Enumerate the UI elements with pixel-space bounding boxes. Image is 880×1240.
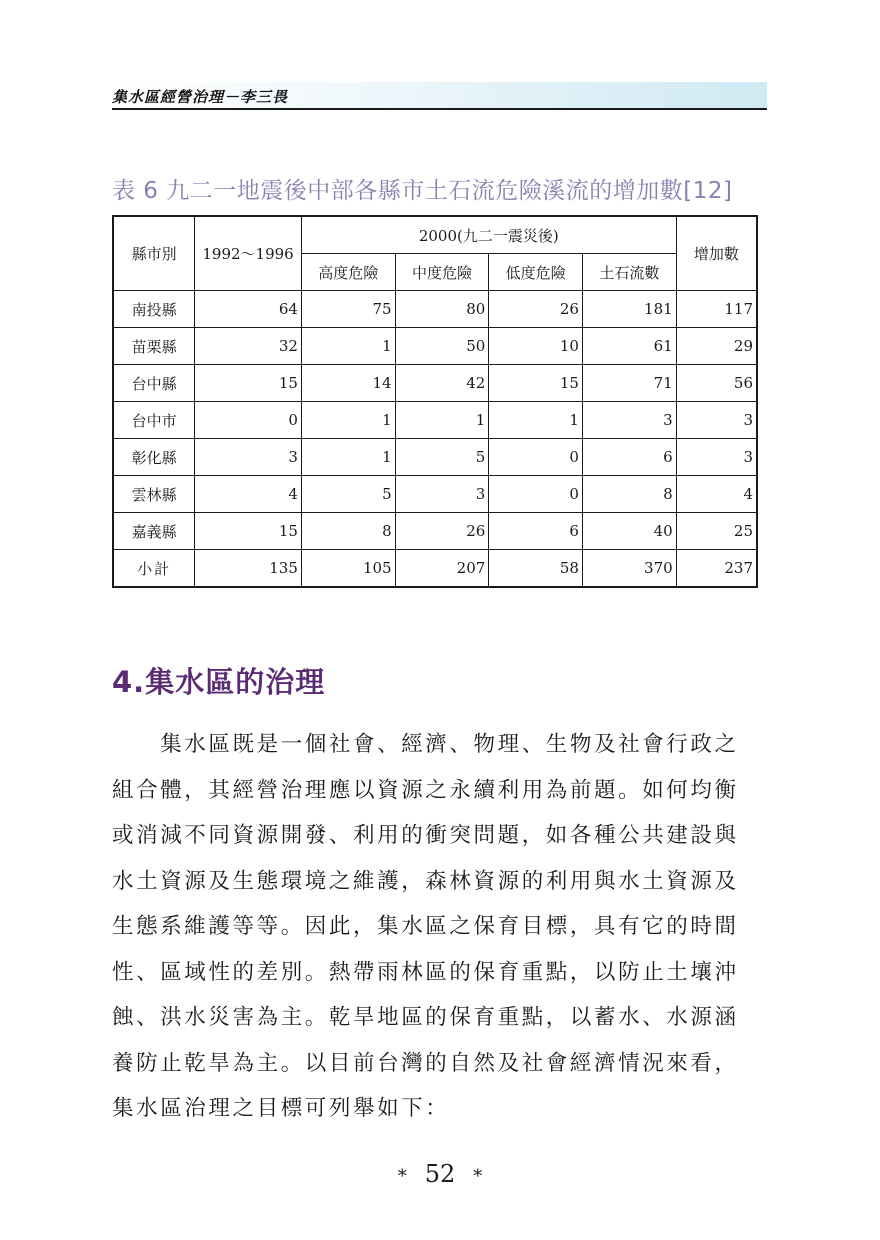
value-cell-low: 10 xyxy=(489,328,583,365)
body-line: 蝕、洪水災害為主。乾旱地區的保育重點，以蓄水、水源涵 xyxy=(112,1005,739,1030)
table-row xyxy=(113,291,757,328)
table-row xyxy=(113,513,757,550)
header-divider xyxy=(112,108,767,110)
value-cell-v1992: 3 xyxy=(195,439,302,476)
value-cell-inc: 56 xyxy=(676,365,757,402)
value-cell-low: 0 xyxy=(489,476,583,513)
value-cell-v1992: 15 xyxy=(195,513,302,550)
body-line: 水土資源及生態環境之維護，森林資源的利用與水土資源及 xyxy=(112,868,739,894)
county-cell: 台中市 xyxy=(113,402,195,439)
county-cell: 彰化縣 xyxy=(113,439,195,476)
value-cell-inc: 3 xyxy=(676,402,757,439)
running-header-title: 集水區經營治理－李三畏 xyxy=(112,88,289,106)
value-cell-mid: 3 xyxy=(395,476,489,513)
header-mid-risk: 中度危險 xyxy=(395,254,489,291)
header-high-risk: 高度危險 xyxy=(301,254,395,291)
header-2000-group: 2000(九二一震災後) xyxy=(301,216,676,254)
county-cell: 雲林縣 xyxy=(113,476,195,513)
body-line: 生態系維護等等。因此，集水區之保育目標，具有它的時間 xyxy=(112,914,739,939)
county-cell: 南投縣 xyxy=(113,291,195,328)
value-cell-total: 61 xyxy=(582,328,676,365)
body-line: 集水區治理之目標可列舉如下： xyxy=(112,1096,450,1121)
value-cell-low: 15 xyxy=(489,365,583,402)
county-cell: 小計 xyxy=(113,550,195,588)
value-cell-mid: 5 xyxy=(395,439,489,476)
value-cell-low: 0 xyxy=(489,439,583,476)
value-cell-high: 14 xyxy=(301,365,395,402)
debris-flow-table xyxy=(112,215,758,588)
table-row xyxy=(113,328,757,365)
value-cell-mid: 50 xyxy=(395,328,489,365)
value-cell-total: 370 xyxy=(582,550,676,588)
value-cell-v1992: 64 xyxy=(195,291,302,328)
value-cell-mid: 80 xyxy=(395,291,489,328)
header-1992-1996: 1992～1996 xyxy=(195,216,302,291)
value-cell-low: 26 xyxy=(489,291,583,328)
value-cell-high: 1 xyxy=(301,439,395,476)
value-cell-total: 181 xyxy=(582,291,676,328)
value-cell-total: 3 xyxy=(582,402,676,439)
page-number: 52 xyxy=(424,1160,456,1188)
value-cell-inc: 117 xyxy=(676,291,757,328)
value-cell-mid: 207 xyxy=(395,550,489,588)
value-cell-low: 1 xyxy=(489,402,583,439)
footer-star-right: * xyxy=(473,1166,483,1187)
body-line: 養防止乾旱為主。以目前台灣的自然及社會經濟情況來看， xyxy=(112,1050,739,1076)
header-county: 縣市別 xyxy=(113,216,195,291)
table-row xyxy=(113,402,757,439)
table-row xyxy=(113,439,757,476)
value-cell-v1992: 4 xyxy=(195,476,302,513)
body-line: 組合體，其經營治理應以資源之永續利用為前題。如何均衡 xyxy=(112,777,739,803)
header-debris-total: 土石流數 xyxy=(582,254,676,291)
value-cell-high: 75 xyxy=(301,291,395,328)
value-cell-total: 71 xyxy=(582,365,676,402)
footer-star-left: * xyxy=(397,1166,407,1187)
value-cell-high: 5 xyxy=(301,476,395,513)
value-cell-mid: 1 xyxy=(395,402,489,439)
value-cell-inc: 237 xyxy=(676,550,757,588)
table-row xyxy=(113,365,757,402)
value-cell-inc: 25 xyxy=(676,513,757,550)
body-line: 性、區域性的差別。熱帶雨林區的保育重點，以防止土壤沖 xyxy=(112,959,739,985)
value-cell-v1992: 15 xyxy=(195,365,302,402)
header-low-risk: 低度危險 xyxy=(489,254,583,291)
value-cell-high: 1 xyxy=(301,328,395,365)
table-row xyxy=(113,550,757,588)
table-row xyxy=(113,476,757,513)
value-cell-inc: 3 xyxy=(676,439,757,476)
value-cell-high: 105 xyxy=(301,550,395,588)
county-cell: 嘉義縣 xyxy=(113,513,195,550)
body-line: 集水區既是一個社會、經濟、物理、生物及社會行政之 xyxy=(112,732,739,757)
value-cell-v1992: 135 xyxy=(195,550,302,588)
county-cell: 台中縣 xyxy=(113,365,195,402)
body-paragraph xyxy=(112,722,772,1132)
value-cell-mid: 26 xyxy=(395,513,489,550)
body-line: 或消減不同資源開發、利用的衝突問題，如各種公共建設與 xyxy=(112,823,739,848)
value-cell-inc: 29 xyxy=(676,328,757,365)
county-cell: 苗栗縣 xyxy=(113,328,195,365)
value-cell-v1992: 0 xyxy=(195,402,302,439)
value-cell-mid: 42 xyxy=(395,365,489,402)
value-cell-total: 40 xyxy=(582,513,676,550)
value-cell-low: 6 xyxy=(489,513,583,550)
value-cell-v1992: 32 xyxy=(195,328,302,365)
table-caption: 表 6 九二一地震後中部各縣市土石流危險溪流的增加數[12] xyxy=(112,178,733,204)
value-cell-total: 6 xyxy=(582,439,676,476)
value-cell-total: 8 xyxy=(582,476,676,513)
value-cell-high: 1 xyxy=(301,402,395,439)
value-cell-high: 8 xyxy=(301,513,395,550)
value-cell-low: 58 xyxy=(489,550,583,588)
page-footer xyxy=(0,1160,880,1188)
value-cell-inc: 4 xyxy=(676,476,757,513)
header-increase: 增加數 xyxy=(676,216,757,291)
section-heading: 4.集水區的治理 xyxy=(112,665,326,699)
